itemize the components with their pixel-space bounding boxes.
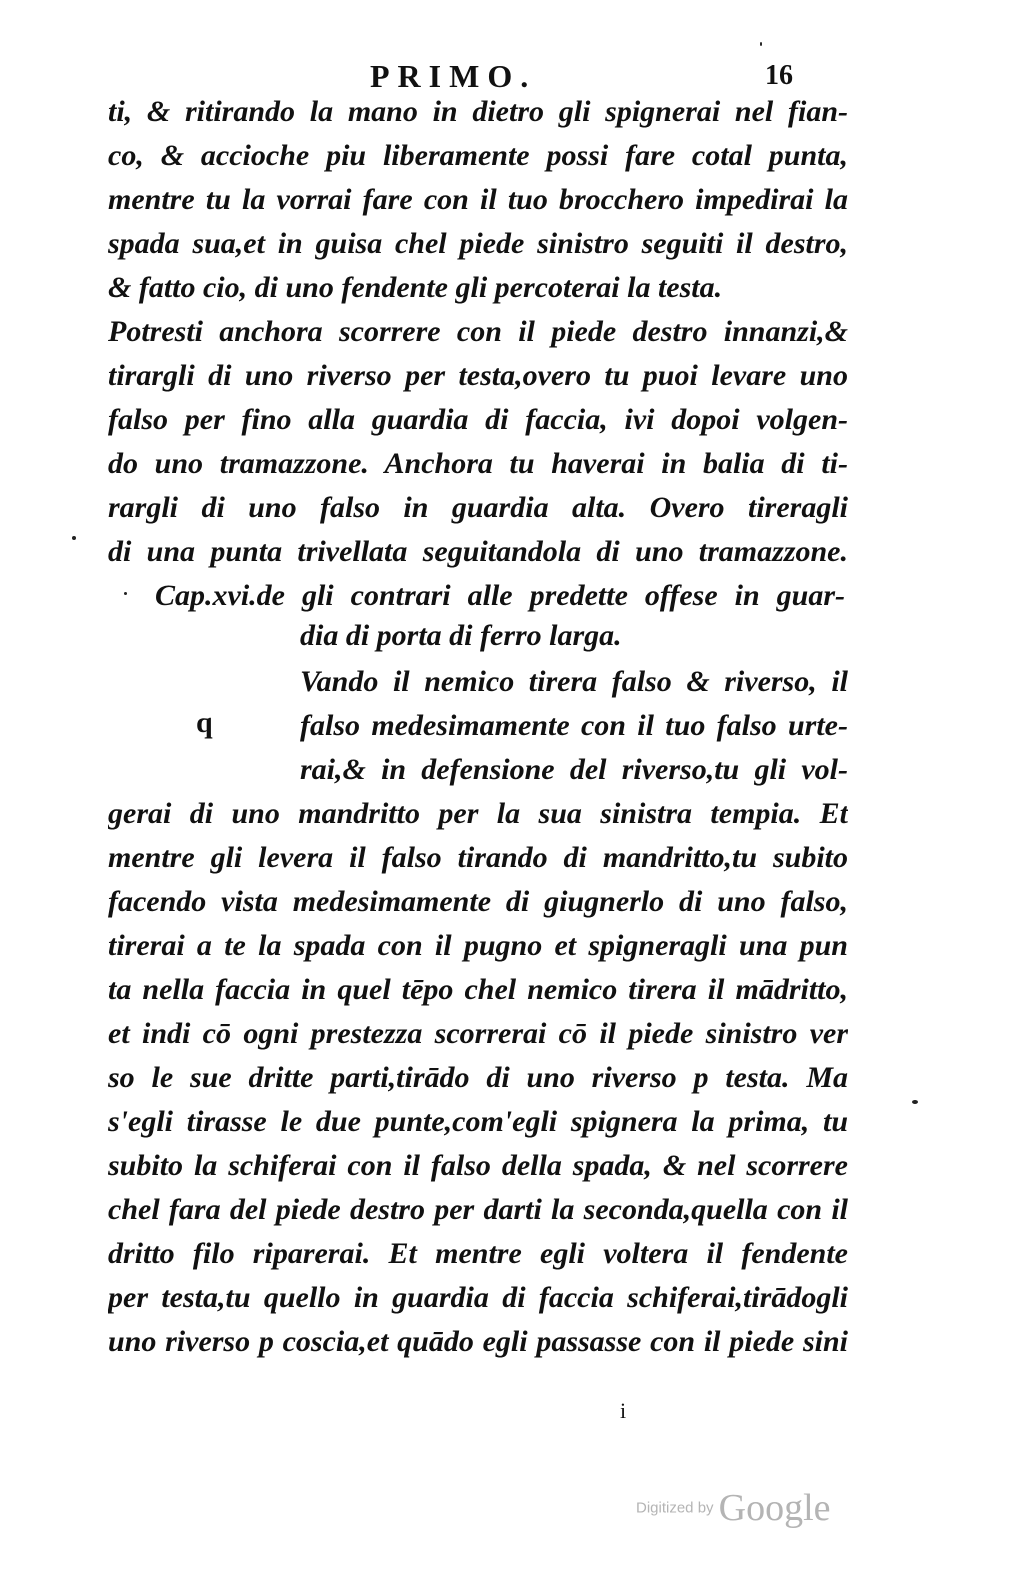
chapter-line: ta nella faccia in quel tēpo chel nemico tirera il mādritto, — [108, 973, 848, 1006]
ink-speck — [124, 592, 127, 595]
digitization-watermark — [636, 1486, 831, 1530]
running-title: PRIMO. — [370, 58, 537, 94]
chapter-line: so le sue dritte parti,tirādo di uno riverso p testa. Ma — [108, 1061, 848, 1094]
chapter-line: subito la schiferai con il falso della spada, & nel scorrere — [108, 1149, 848, 1182]
chapter-line: s'egli tirasse le due punte,com'egli spignera la prima, tu — [108, 1105, 848, 1138]
body-line: do uno tramazzone. Anchora tu haverai in balia di ti- — [108, 447, 848, 480]
body-line: & fatto cio, di uno fendente gli percoterai la testa. — [108, 271, 723, 304]
body-line: Potresti anchora scorrere con il piede destro innanzi,& — [108, 315, 848, 348]
body-line: co, & accioche piu liberamente possi fare cotal punta, — [108, 139, 848, 172]
chapter-line: Vando il nemico tirera falso & riverso, il — [300, 665, 848, 698]
watermark-logo: Google — [718, 1487, 831, 1529]
body-line: di una punta trivellata seguitandola di uno tramazzone. — [108, 535, 848, 568]
body-line: spada sua,et in guisa chel piede sinistro seguiti il destro, — [108, 227, 848, 260]
body-line: falso per fino alla guardia di faccia, ivi dopoi volgen- — [108, 403, 848, 436]
chapter-line: chel fara del piede destro per darti la seconda,quella con il — [108, 1193, 848, 1226]
drop-cap-space — [150, 656, 290, 774]
drop-cap-guide-letter: q — [196, 706, 213, 739]
ink-speck — [760, 42, 762, 46]
chapter-line: et indi cō ogni prestezza scorrerai cō il piede sinistro ver — [108, 1017, 848, 1050]
chapter-line: tirerai a te la spada con il pugno et spigneragli una pun — [108, 929, 848, 962]
chapter-line: mentre gli levera il falso tirando di mandritto,tu subito — [108, 841, 848, 874]
chapter-line: facendo vista medesimamente di giugnerlo di uno falso, — [108, 885, 848, 918]
page-number: 16 — [765, 60, 793, 91]
chapter-line: per testa,tu quello in guardia di faccia schiferai,tirādogli — [108, 1281, 848, 1314]
body-line: mentre tu la vorrai fare con il tuo brocchero impedirai la — [108, 183, 848, 216]
body-line: ti, & ritirando la mano in dietro gli spignerai nel fian- — [108, 95, 848, 128]
ink-speck — [912, 1100, 918, 1104]
chapter-line: gerai di uno mandritto per la sua sinistra tempia. Et — [108, 797, 848, 830]
ink-speck — [72, 536, 76, 540]
chapter-line: falso medesimamente con il tuo falso urte- — [300, 709, 848, 742]
chapter-line: dritto filo riparerai. Et mentre egli voltera il fendente — [108, 1237, 848, 1270]
chapter-heading-continued: dia di porta di ferro larga. — [300, 619, 622, 652]
chapter-line: uno riverso p coscia,et quādo egli passasse con il piede sini — [108, 1325, 848, 1358]
signature-mark: i — [620, 1398, 627, 1423]
body-line: rargli di uno falso in guardia alta. Overo tireragli — [108, 491, 848, 524]
watermark-prefix: Digitized by — [636, 1499, 714, 1517]
chapter-line: rai,& in defensione del riverso,tu gli vol- — [300, 753, 848, 786]
chapter-heading: Cap.xvi.de gli contrari alle predette offese in guar- — [155, 579, 845, 612]
body-line: tirargli di uno riverso per testa,overo tu puoi levare uno — [108, 359, 848, 392]
